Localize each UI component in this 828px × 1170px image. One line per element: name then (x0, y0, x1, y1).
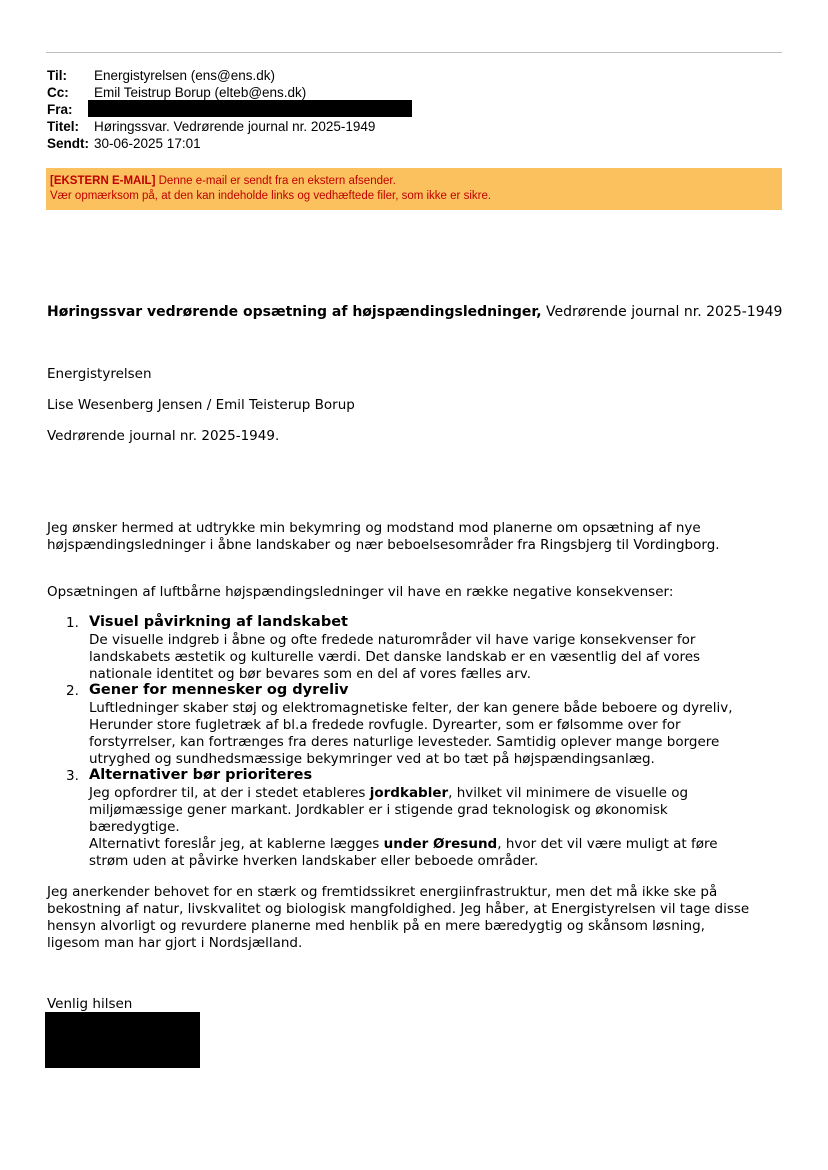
point-3-title: Alternativer bør prioriteres (89, 767, 313, 783)
point-2-number: 2. (66, 683, 79, 699)
to-value: Energistyrelsen (ens@ens.dk) (94, 68, 276, 83)
point-3-line: strøm uden at påvirke hverken landskaber eller beboede områder. (89, 853, 539, 869)
signoff: Venlig hilsen (47, 996, 133, 1012)
from-redaction (88, 100, 412, 117)
title-value: Høringssvar. Vedrørende journal nr. 2025-1949 (94, 119, 376, 134)
top-divider (46, 52, 782, 53)
recipient: Energistyrelsen (47, 366, 152, 382)
to-label: Til: (47, 68, 67, 83)
point-1-title: Visuel påvirkning af landskabet (89, 614, 348, 630)
jordkabler-emphasis: jordkabler (369, 785, 449, 801)
point-3-line: Jeg opfordrer til, at der i stedet etableres jordkabler, hvilket vil minimere de visuelle og (89, 785, 689, 801)
point-3-number: 3. (66, 768, 79, 784)
intro-line-2: højspændingsledninger i åbne landskaber og nær beboelsesområder fra Ringsbjerg til Vordingborg. (47, 537, 720, 553)
warning-tag: [EKSTERN E-MAIL] (50, 175, 156, 187)
cc-value: Emil Teistrup Borup (elteb@ens.dk) (94, 85, 307, 100)
from-label: Fra: (47, 102, 73, 117)
point-1-line: landskabets æstetik og kulturelle værdi. Det danske landskab er en væsentlig del af vores (89, 649, 701, 665)
point-2-line: utryghed og sundhedsmæssige bekymringer ved at bo tæt på højspændingsanlæg. (89, 751, 655, 767)
letter-subject: Høringssvar vedrørende opsætning af højspændingsledninger, Vedrørende journal nr. 2025-1949 (47, 304, 783, 320)
recipient-names: Lise Wesenberg Jensen / Emil Teisterup Borup (47, 397, 355, 413)
external-email-warning (46, 168, 782, 210)
point-2-line: forstyrrelser, kan fortrænges fra deres naturlige levesteder. Samtidig oplever mange borgere (89, 734, 720, 750)
intro-line-1: Jeg ønsker hermed at udtrykke min bekymring og modstand mod planerne om opsætning af nye (47, 520, 701, 536)
consequences-intro: Opsætningen af luftbårne højspændingsledninger vil have en række negative konsekvenser: (47, 584, 674, 600)
warning-line-1: [EKSTERN E-MAIL] Denne e-mail er sendt fra en ekstern afsender. (50, 175, 396, 187)
warning-line-2: Vær opmærksom på, at den kan indeholde links og vedhæftede filer, som ikke er sikre. (50, 190, 492, 202)
point-1-number: 1. (66, 615, 79, 631)
closing-line: ligesom man har gjort i Nordsjælland. (47, 935, 303, 951)
signature-redaction (45, 1012, 200, 1068)
cc-label: Cc: (47, 85, 69, 100)
title-label: Titel: (47, 119, 80, 134)
sent-value: 30-06-2025 17:01 (94, 136, 201, 151)
closing-line: Jeg anerkender behovet for en stærk og fremtidssikret energiinfrastruktur, men det må ikke ske på (47, 884, 718, 900)
journal-reference: Vedrørende journal nr. 2025-1949. (47, 428, 280, 444)
closing-line: hensyn alvorligt og revurdere planerne med henblik på en mere bæredygtig og skånsom løsning, (47, 918, 705, 934)
point-1-line: nationale identitet og bør bevares som en del af vores fælles arv. (89, 666, 531, 682)
point-2-line: Herunder store fugletræk af bl.a fredede rovfugle. Dyrearter, som er følsomme over for (89, 717, 681, 733)
point-2-title: Gener for mennesker og dyreliv (89, 682, 349, 698)
point-2-line: Luftledninger skaber støj og elektromagnetiske felter, der kan genere både beboere og dyreliv, (89, 700, 733, 716)
point-3-line: Alternativt foreslår jeg, at kablerne lægges under Øresund, hvor det vil være muligt at føre (89, 836, 718, 852)
point-1-line: De visuelle indgreb i åbne og ofte fredede naturområder vil have varige konsekvenser for (89, 632, 696, 648)
sent-label: Sendt: (47, 136, 89, 151)
oresund-emphasis: under Øresund (383, 836, 498, 852)
point-3-line: bæredygtige. (89, 819, 180, 835)
closing-line: bekostning af natur, livskvalitet og biologisk mangfoldighed. Jeg håber, at Energistyrelsen vil tage disse (47, 901, 750, 917)
point-3-line: miljømæssige gener markant. Jordkabler er i stigende grad teknologisk og økonomisk (89, 802, 668, 818)
